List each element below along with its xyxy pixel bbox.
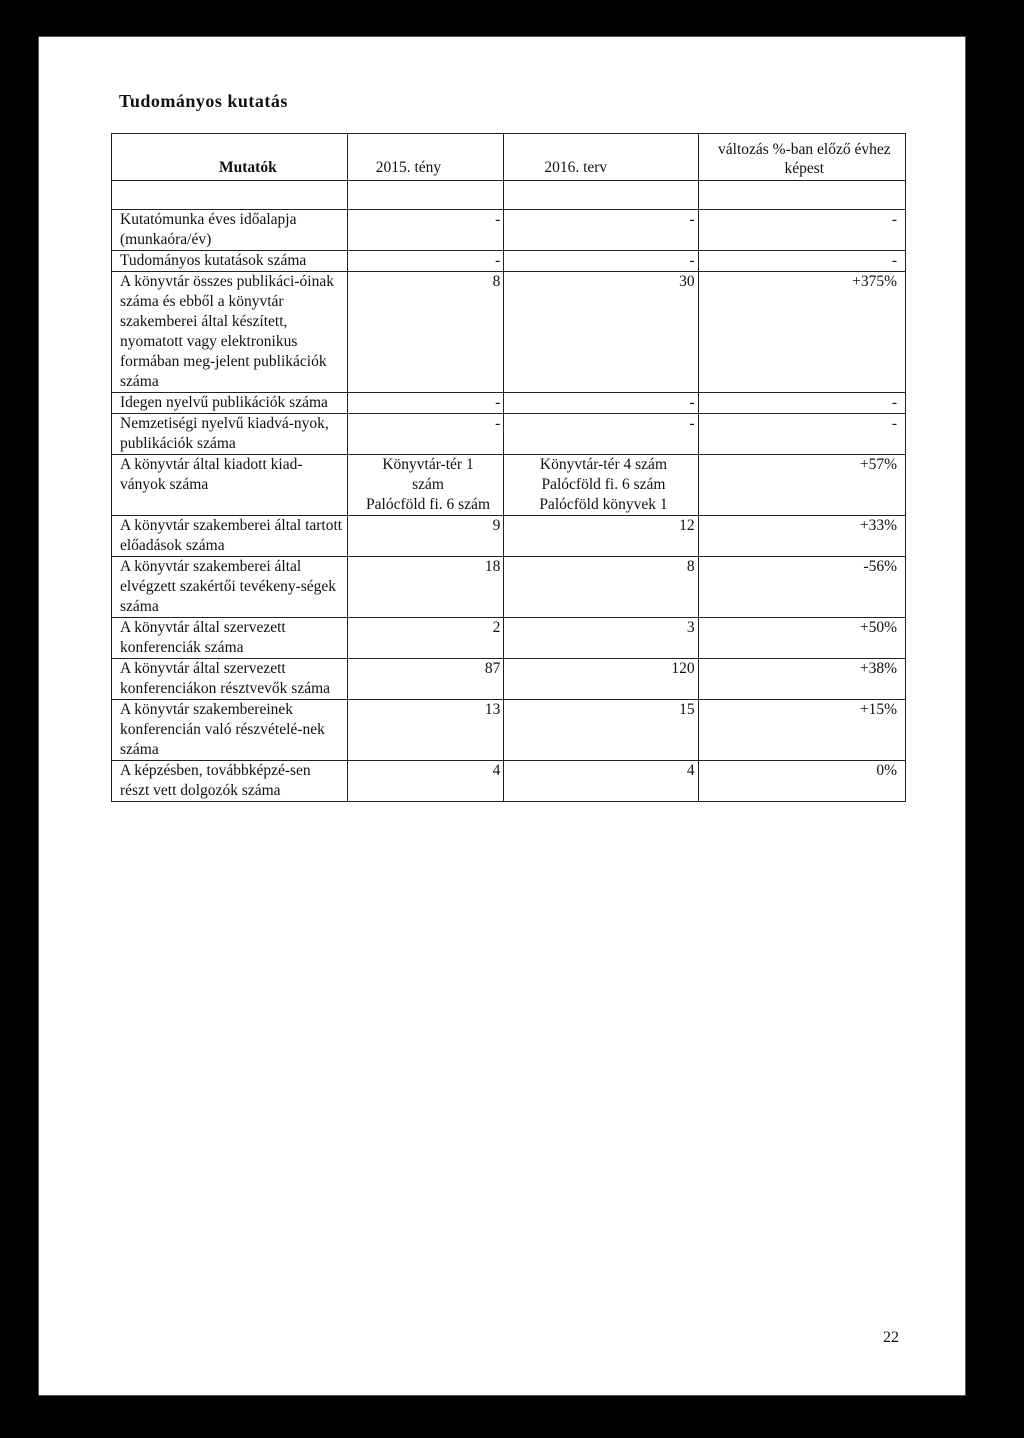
value-change: - <box>698 210 905 251</box>
row-label: A könyvtár által szervezett konferenciákon résztvevők száma <box>112 659 348 700</box>
row-label: Idegen nyelvű publikációk száma <box>112 393 348 414</box>
value-2015: 2 <box>347 618 504 659</box>
value-2016: 3 <box>504 618 698 659</box>
value-2016: - <box>504 251 698 272</box>
row-label: Tudományos kutatások száma <box>112 251 348 272</box>
table-row <box>112 761 906 802</box>
header-2016: 2016. terv <box>504 134 698 181</box>
value-2015: 9 <box>347 516 504 557</box>
row-label: Kutatómunka éves időalapja (munkaóra/év) <box>112 210 348 251</box>
row-label: A képzésben, továbbképzé-sen részt vett dolgozók száma <box>112 761 348 802</box>
value-2015: - <box>347 414 504 455</box>
row-label: A könyvtár szakembereinek konferencián való részvételé-nek száma <box>112 700 348 761</box>
table-row <box>112 272 906 393</box>
value-change: - <box>698 393 905 414</box>
row-label: A könyvtár szakemberei által tartott előadások száma <box>112 516 348 557</box>
table-header-row <box>112 134 906 181</box>
value-2015: Könyvtár-tér 1 szám Palócföld fi. 6 szám <box>347 455 504 516</box>
table-row <box>112 414 906 455</box>
value-change: +375% <box>698 272 905 393</box>
value-2016: 15 <box>504 700 698 761</box>
value-2016: 120 <box>504 659 698 700</box>
row-label: A könyvtár összes publikáci-óinak száma és ebből a könyvtár szakemberei által készített, nyomatott vagy elektronikus formában meg-jelent publikációk száma <box>112 272 348 393</box>
header-mutatok: Mutatók <box>112 134 348 181</box>
value-2015: 4 <box>347 761 504 802</box>
value-change: +57% <box>698 455 905 516</box>
value-change: -56% <box>698 557 905 618</box>
value-2015: - <box>347 210 504 251</box>
table-row <box>112 516 906 557</box>
value-2015: 87 <box>347 659 504 700</box>
value-change: 0% <box>698 761 905 802</box>
value-2016: - <box>504 393 698 414</box>
value-change: +33% <box>698 516 905 557</box>
value-2016: - <box>504 210 698 251</box>
value-2016: 30 <box>504 272 698 393</box>
value-change: - <box>698 251 905 272</box>
indicators-table <box>111 133 906 802</box>
header-2015: 2015. tény <box>347 134 504 181</box>
row-label: A könyvtár által szervezett konferenciák száma <box>112 618 348 659</box>
header-change: változás %-ban előző évhez képest <box>698 134 905 181</box>
value-2016: 8 <box>504 557 698 618</box>
section-title: Tudományos kutatás <box>119 91 288 111</box>
table-row <box>112 455 906 516</box>
value-2016: - <box>504 414 698 455</box>
row-label: A könyvtár szakemberei által elvégzett szakértői tevékeny-ségek száma <box>112 557 348 618</box>
value-2015: - <box>347 393 504 414</box>
page-number: 22 <box>883 1329 899 1346</box>
value-2015: 13 <box>347 700 504 761</box>
table-row <box>112 618 906 659</box>
document-page <box>38 36 966 1396</box>
table-row <box>112 251 906 272</box>
table-row <box>112 659 906 700</box>
value-2016: Könyvtár-tér 4 szám Palócföld fi. 6 szám Palócföld könyvek 1 <box>504 455 698 516</box>
table-row <box>112 210 906 251</box>
empty-row <box>112 181 906 210</box>
value-change: - <box>698 414 905 455</box>
value-2015: - <box>347 251 504 272</box>
value-2015: 8 <box>347 272 504 393</box>
row-label: Nemzetiségi nyelvű kiadvá-nyok, publikációk száma <box>112 414 348 455</box>
table-row <box>112 557 906 618</box>
value-change: +38% <box>698 659 905 700</box>
row-label: A könyvtár által kiadott kiad-ványok száma <box>112 455 348 516</box>
value-change: +50% <box>698 618 905 659</box>
table-row <box>112 700 906 761</box>
value-2015: 18 <box>347 557 504 618</box>
table-row <box>112 393 906 414</box>
value-2016: 12 <box>504 516 698 557</box>
value-change: +15% <box>698 700 905 761</box>
value-2016: 4 <box>504 761 698 802</box>
